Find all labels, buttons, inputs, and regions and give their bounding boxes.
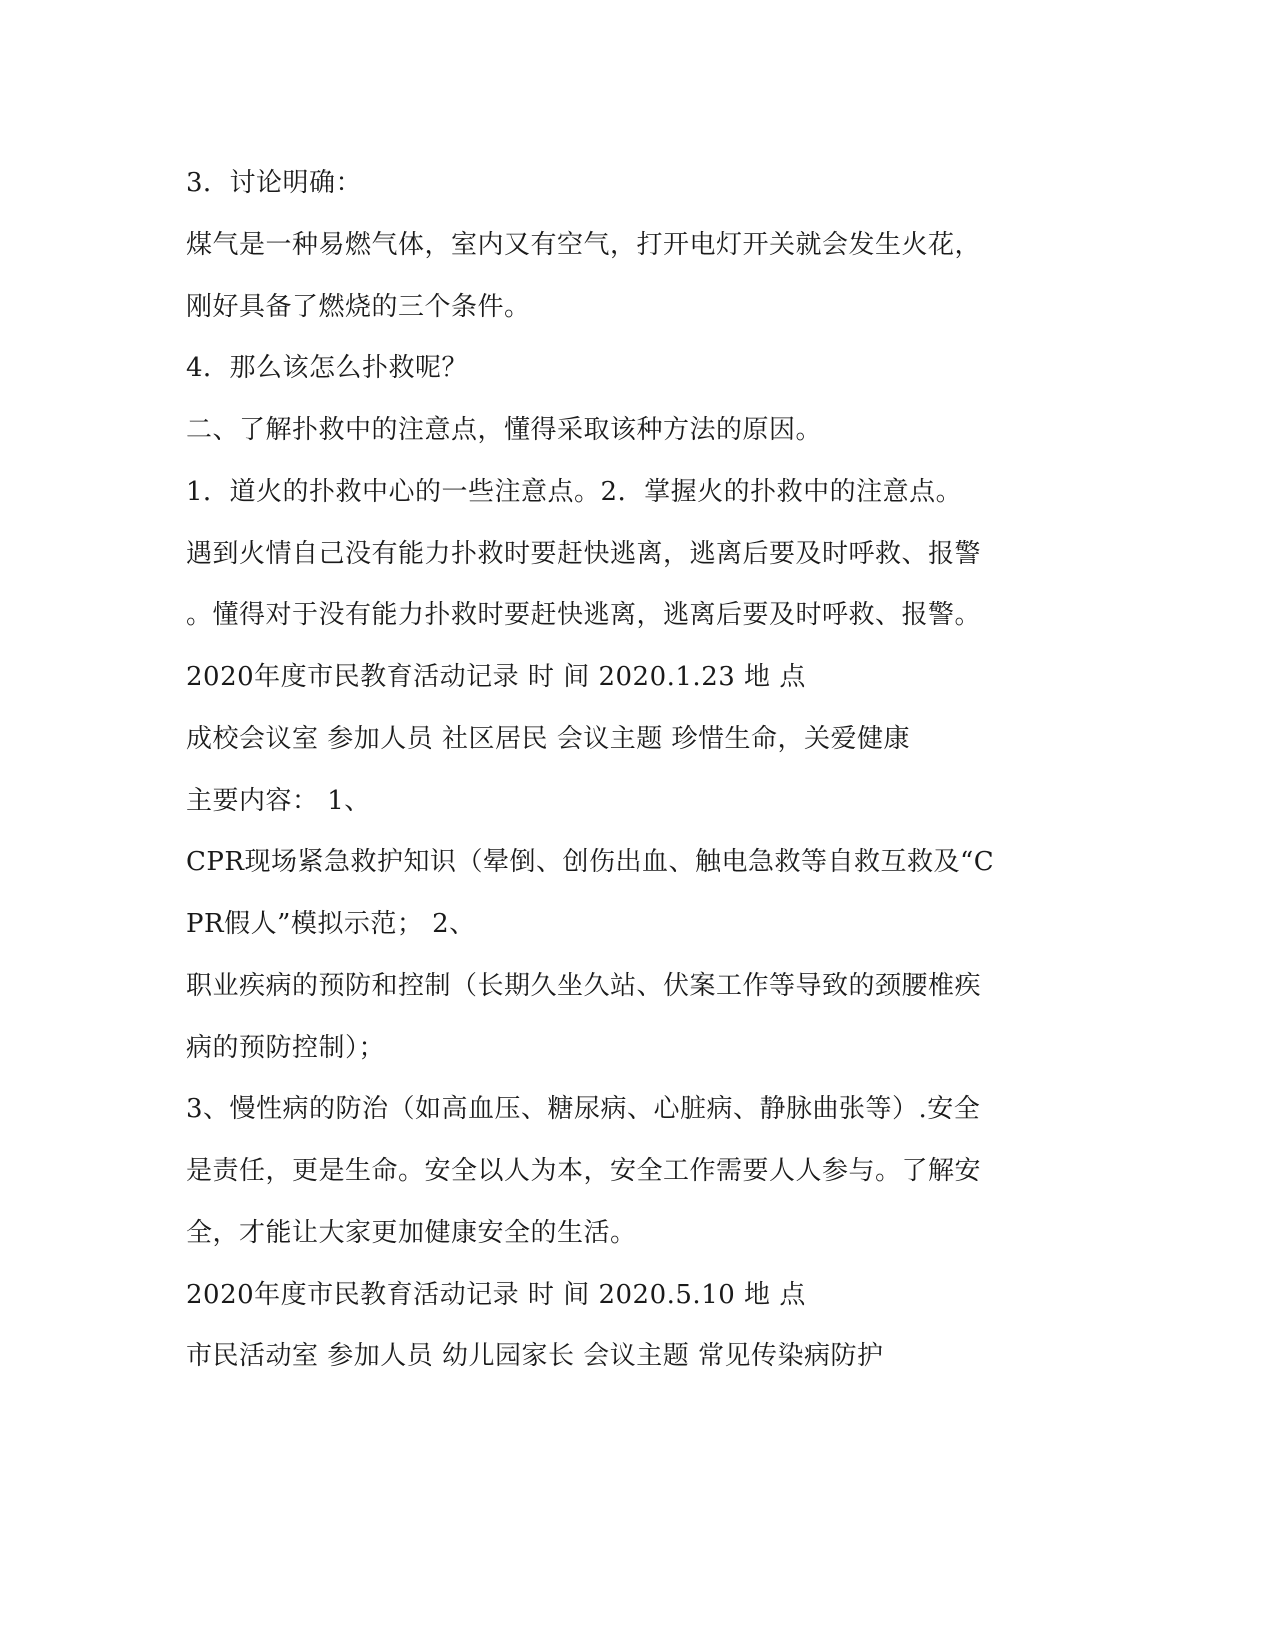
text-line: 主要内容： 1、 [186, 786, 371, 816]
text-line: 职业疾病的预防和控制（长期久坐久站、伏案工作等导致的颈腰椎疾 [186, 971, 982, 1001]
text-line: 市民活动室 参加人员 幼儿园家长 会议主题 常见传染病防护 [186, 1341, 884, 1371]
text-line: 3、慢性病的防治（如高血压、糖尿病、心脏病、静脉曲张等）.安全 [186, 1094, 981, 1124]
text-line: 是责任，更是生命。安全以人为本，安全工作需要人人参与。了解安 [186, 1156, 982, 1186]
text-line: 刚好具备了燃烧的三个条件。 [186, 292, 531, 322]
record-header-line: 2020年度市民教育活动记录 时 间 2020.5.10 地 点 [186, 1280, 806, 1310]
text-line: 煤气是一种易燃气体，室内又有空气，打开电灯开关就会发生火花， [186, 230, 982, 260]
text-line: CPR现场紧急救护知识（晕倒、创伤出血、触电急救等自救互救及“C [186, 847, 995, 877]
text-line: 遇到火情自己没有能力扑救时要赶快逃离，逃离后要及时呼救、报警 [186, 539, 982, 569]
text-line: 1．道火的扑救中心的一些注意点。2．掌握火的扑救中的注意点。 [186, 477, 963, 507]
record-header-line: 2020年度市民教育活动记录 时 间 2020.1.23 地 点 [186, 662, 806, 692]
text-line: 成校会议室 参加人员 社区居民 会议主题 珍惜生命，关爱健康 [186, 724, 911, 754]
text-line: 4．那么该怎么扑救呢？ [186, 353, 469, 383]
text-line: PR假人”模拟示范； 2、 [186, 909, 476, 939]
text-line: 。懂得对于没有能力扑救时要赶快逃离，逃离后要及时呼救、报警。 [186, 600, 982, 630]
text-line: 3．讨论明确： [186, 168, 363, 198]
text-line: 病的预防控制）； [186, 1033, 386, 1063]
section-heading: 二、了解扑救中的注意点，懂得采取该种方法的原因。 [186, 415, 823, 445]
text-line: 全，才能让大家更加健康安全的生活。 [186, 1218, 637, 1248]
